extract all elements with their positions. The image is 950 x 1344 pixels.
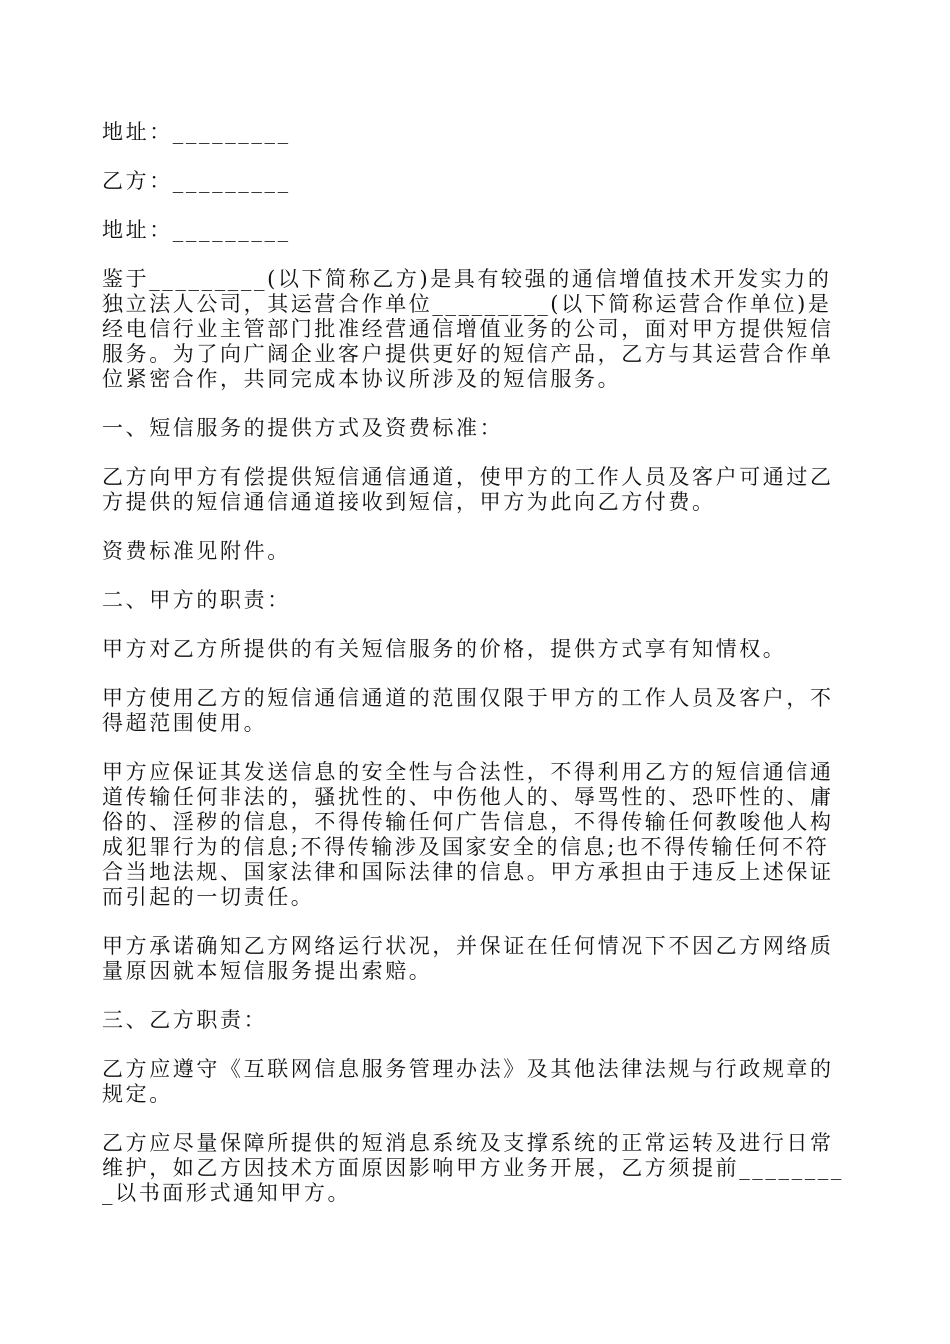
section-2-paragraph-1: 甲方对乙方所提供的有关短信服务的价格，提供方式享有知情权。 — [102, 637, 787, 661]
preamble-paragraph: 鉴于_________(以下简称乙方)是具有较强的通信增值技术开发实力的独立法人公司，其运营合作单位_________(以下简称运营合作单位)是经电信行业主管部门批准经营通信增值业务的公司，面对甲方提供短信服务。为了向广阔企业客户提供更好的短信产品，乙方与其运营合作单位紧密合作，共同完成本协议所涉及的短信服务。 — [102, 267, 834, 391]
party-b-address-line: 地址：_________ — [102, 218, 291, 242]
section-3-paragraph-2: 乙方应尽量保障所提供的短消息系统及支撑系统的正常运转及进行日常维护，如乙方因技术方面原因影响甲方业务开展，乙方须提前_________以书面形式通知甲方。 — [102, 1131, 844, 1205]
section-1-paragraph: 乙方向甲方有偿提供短信通信通道，使甲方的工作人员及客户可通过乙方提供的短信通信通道接收到短信，甲方为此向乙方付费。 — [102, 465, 834, 514]
document-body — [102, 120, 852, 1230]
section-2-paragraph-4: 甲方承诺确知乙方网络运行状况，并保证在任何情况下不因乙方网络质量原因就本短信服务提出索赔。 — [102, 934, 834, 983]
section-2-paragraph-2: 甲方使用乙方的短信通信通道的范围仅限于甲方的工作人员及客户，不得超范围使用。 — [102, 686, 834, 735]
party-a-address-line: 地址：_________ — [102, 120, 291, 144]
fee-standard-paragraph: 资费标准见附件。 — [102, 539, 291, 563]
party-b-line: 乙方：_________ — [102, 169, 291, 193]
section-1-heading: 一、短信服务的提供方式及资费标准： — [102, 416, 504, 440]
section-2-heading: 二、甲方的职责： — [102, 588, 291, 612]
section-3-paragraph-1: 乙方应遵守《互联网信息服务管理办法》及其他法律法规与行政规章的规定。 — [102, 1057, 834, 1106]
section-3-heading: 三、乙方职责： — [102, 1008, 268, 1032]
section-2-paragraph-3: 甲方应保证其发送信息的安全性与合法性，不得利用乙方的短信通信通道传输任何非法的，骚扰性的、中伤他人的、辱骂性的、恐吓性的、庸俗的、淫秽的信息，不得传输任何广告信息，不得传输任何教唆他人构成犯罪行为的信息;不得传输涉及国家安全的信息;也不得传输任何不符合当地法规、国家法律和国际法律的信息。甲方承担由于违反上述保证而引起的一切责任。 — [102, 760, 834, 909]
